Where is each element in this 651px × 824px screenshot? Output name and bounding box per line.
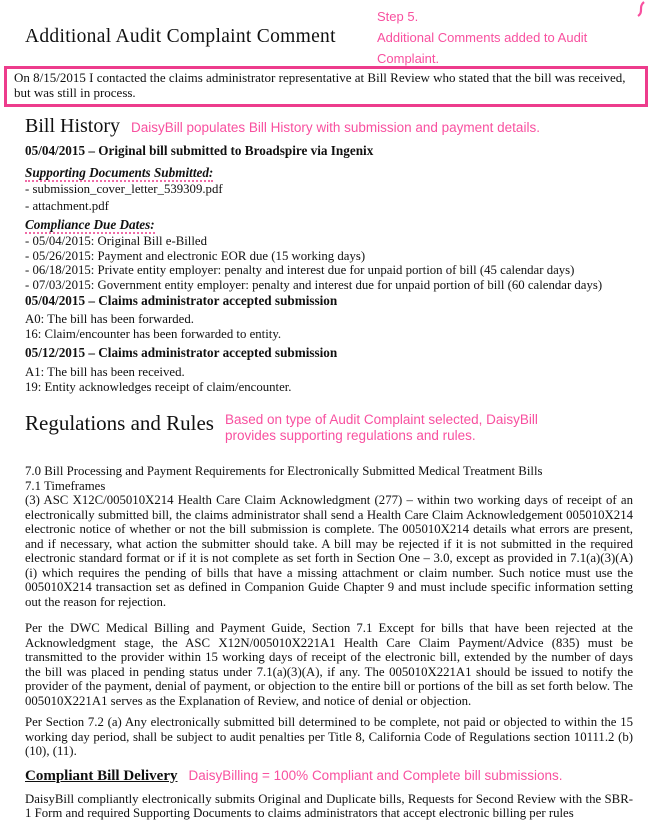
supporting-documents-label	[25, 165, 633, 181]
bill-history-event-1	[25, 143, 633, 292]
compliance-due-dates-label-text: Compliance Due Dates:	[25, 217, 155, 232]
audit-comment-box	[4, 66, 648, 107]
compliance-due-dates-label	[25, 217, 633, 233]
regulation-line: 7.0 Bill Processing and Payment Requirements for Electronically Submitted Medical Treatment Bills	[25, 464, 543, 478]
due-date-item: - 07/03/2015: Government entity employer: penalty and interest due for unpaid portion of bill (60 calendar days)	[25, 277, 603, 292]
compliant-bill-delivery-header	[25, 768, 633, 785]
due-date-item: - 05/26/2015: Payment and electronic EOR due (15 working days)	[25, 248, 366, 263]
regulation-paragraph: Per the DWC Medical Billing and Payment Guide, Section 7.1 Except for bills that have been rejected at the Acknowledgment stage, the ASC X12N/005010X221A1 Health Care Claim Payment/Advice (835) must be transmitted to the provider within 15 working days of receipt of the electronic bill, extended by the number of days the bill was placed in pending status under 7.1(a)(3)(A), if any. The 005010X221A1 should be issued to notify the provider of the payment, denial of payment, or objection to the entire bill or portions of the bill as set forth below. The 005010X221A1 serves as the Explanation of Review, and notice of denial or objection.	[25, 621, 633, 708]
regulations-header	[25, 410, 633, 444]
bill-history-header	[25, 114, 633, 138]
supporting-document-item: - submission_cover_letter_539309.pdf	[25, 182, 223, 196]
bill-history-event-3	[25, 345, 633, 394]
page-title: Additional Audit Complaint Comment	[25, 26, 336, 47]
event-heading: 05/12/2015 – Claims administrator accepted submission	[25, 345, 338, 360]
status-code-line: A0: The bill has been forwarded.	[25, 312, 194, 326]
bill-history-event-2	[25, 293, 633, 341]
document-header	[25, 0, 633, 66]
supporting-document-item: - attachment.pdf	[25, 199, 109, 213]
bill-history-annotation: DaisyBill populates Bill History with submission and payment details.	[131, 120, 540, 135]
regulations-body	[25, 464, 633, 759]
compliant-bill-delivery-annotation: DaisyBilling = 100% Compliant and Complete bill submissions.	[188, 767, 563, 783]
due-date-item: - 05/04/2015: Original Bill e-Billed	[25, 234, 207, 248]
step-label: Step 5.	[377, 9, 419, 24]
status-code-line: 19: Entity acknowledges receipt of claim/encounter.	[25, 379, 292, 394]
step-note: Additional Comments added to Audit Complaint.	[377, 30, 588, 66]
compliant-bill-delivery-paragraph: DaisyBill compliantly electronically submits Original and Duplicate bills, Requests for Second Review with the SBR-1 Form and required Supporting Documents to claims administrators that accept electronic billing per rules	[25, 791, 633, 820]
compliant-bill-delivery-title: Compliant Bill Delivery	[25, 767, 178, 784]
audit-comment-text: On 8/15/2015 I contacted the claims administrator representative at Bill Review who stated that the bill was received, but was still in process.	[14, 70, 626, 100]
bill-history-title: Bill History	[25, 115, 121, 137]
regulation-line: 7.1 Timeframes	[25, 478, 106, 493]
regulations-annotation: Based on type of Audit Complaint selected, DaisyBill provides supporting regulations and rules.	[224, 412, 538, 443]
regulation-paragraph: (3) ASC X12C/005010X214 Health Care Claim Acknowledgment (277) – within two working days of receipt of an electronically submitted bill, the claims administrator shall send a Health Care Claim Acknowledgement 005010X214 electronic notice of whether or not the bill submission is complete. The 005010X214 details what errors are present, and if necessary, what action the submitter should take. A bill may be rejected if it is not submitted in the required electronic standard format or if it is not complete as set forth in Section One – 3.0, except as provided in 7.1(a)(3)(A)(i) which requires the pending of bills that have a missing attachment or claim number. Such notice must use the 005010X214 transaction set as defined in Companion Guide Chapter 9 and must include specific information setting out the reason for rejection.	[25, 493, 633, 609]
step-annotation	[377, 6, 633, 69]
due-date-item: - 06/18/2015: Private entity employer: penalty and interest due for unpaid portion of bill (45 calendar days)	[25, 263, 575, 277]
regulations-title: Regulations and Rules	[25, 411, 214, 435]
cropped-annotation-mark	[635, 1, 649, 18]
event-heading: 05/04/2015 – Original bill submitted to Broadspire via Ingenix	[25, 143, 374, 158]
status-code-line: 16: Claim/encounter has been forwarded to entity.	[25, 326, 282, 341]
supporting-documents-label-text: Supporting Documents Submitted:	[25, 165, 214, 180]
status-code-line: A1: The bill has been received.	[25, 365, 185, 379]
event-heading: 05/04/2015 – Claims administrator accepted submission	[25, 293, 338, 308]
regulation-paragraph: Per Section 7.2 (a) Any electronically submitted bill determined to be complete, not paid or objected to within the 15 working day period, shall be subject to audit penalties per Title 8, California Code of Regulations section 10111.2 (b) (10), (11).	[25, 715, 633, 758]
